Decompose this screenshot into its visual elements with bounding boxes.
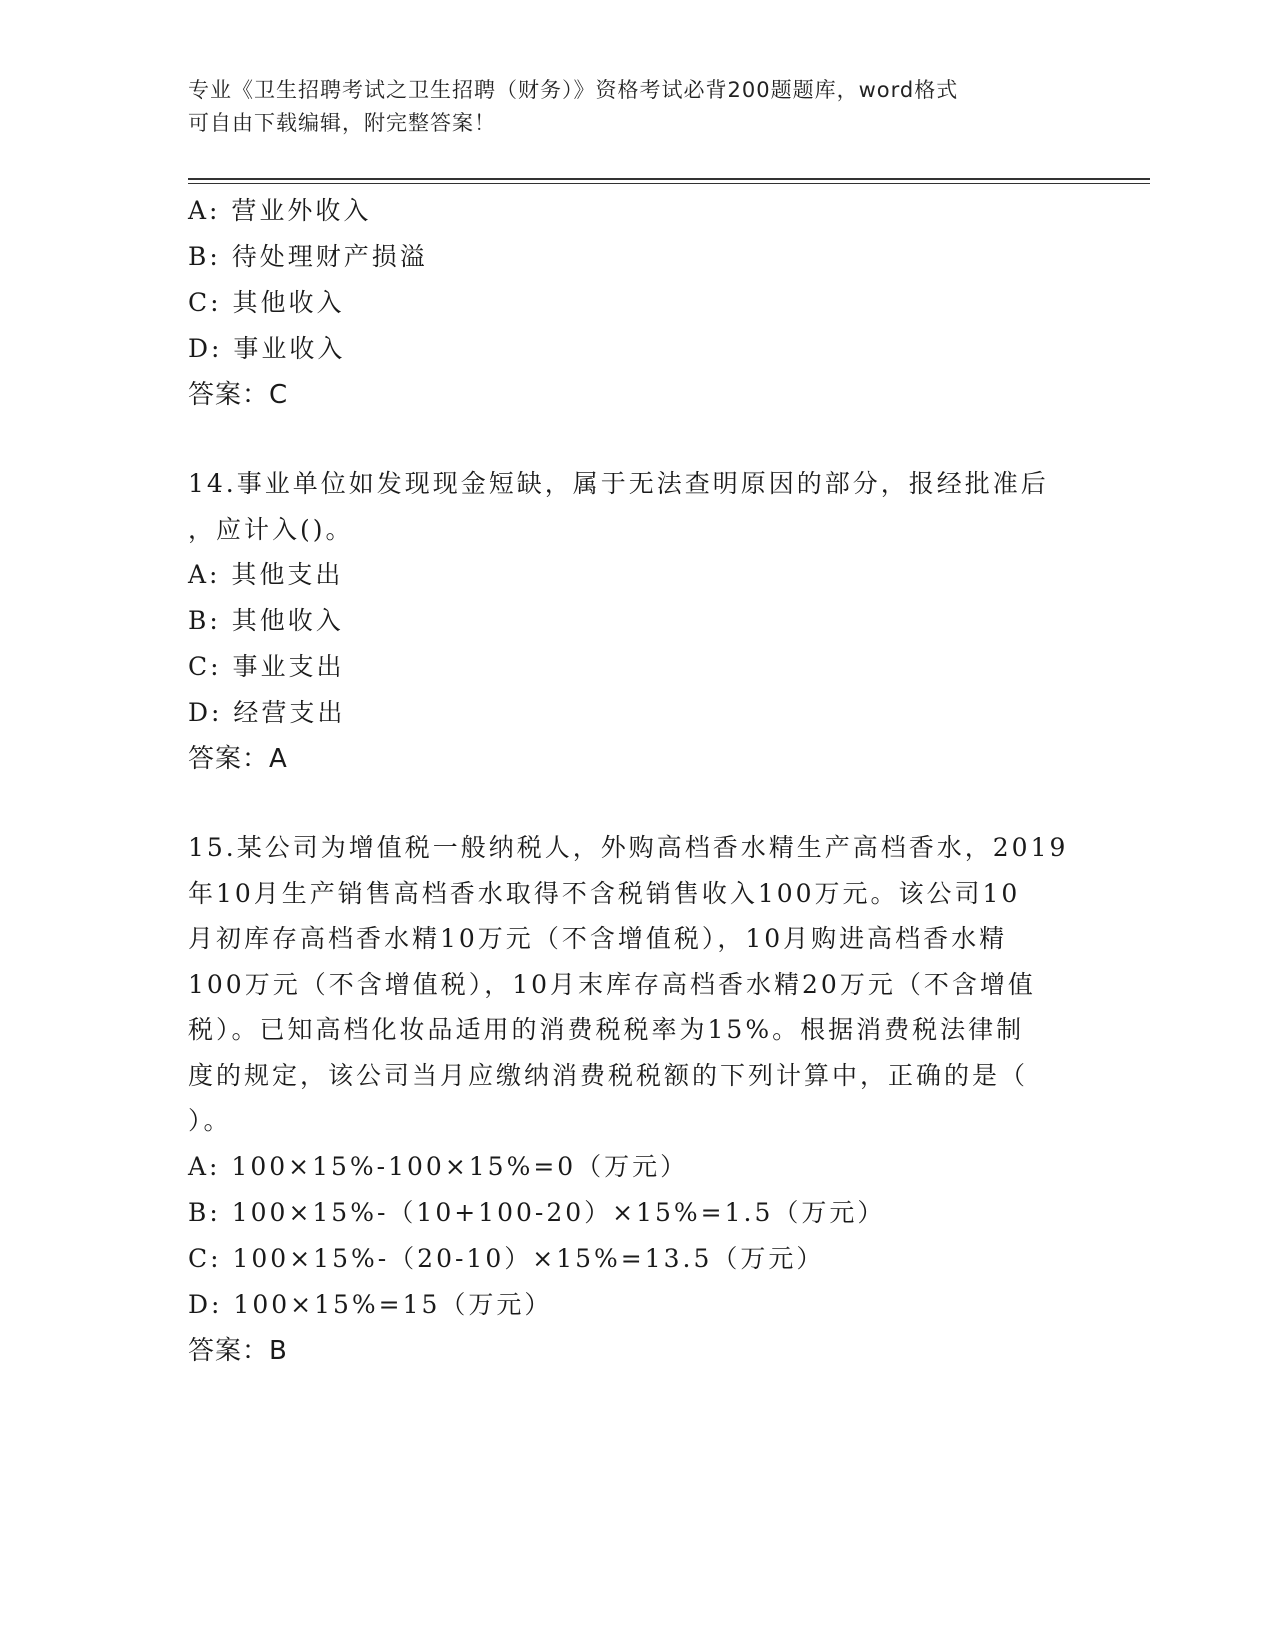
spacer (188, 418, 1088, 461)
option-d: D: 100×15%=15（万元） (188, 1289, 553, 1319)
question-text-line: ，应计入()。 (188, 514, 354, 544)
answer: 答案：C (188, 380, 289, 410)
document-header (188, 74, 1068, 140)
question-15 (188, 825, 1088, 1374)
spacer (188, 782, 1088, 825)
option-d: D: 经营支出 (188, 698, 346, 727)
header-divider (188, 178, 1150, 184)
header-line-1: 专业《卫生招聘考试之卫生招聘（财务）》资格考试必背200题题库，word格式 (188, 78, 959, 102)
option-c: C: 其他收入 (188, 288, 345, 317)
question-text-line: ）。 (188, 1106, 232, 1135)
option-b: B: 待处理财产损溢 (188, 242, 428, 271)
question-text-line: 年10月生产销售高档香水取得不含税销售收入100万元。该公司10 (188, 878, 1021, 908)
question-13 (188, 188, 1088, 418)
option-c: C: 事业支出 (188, 652, 345, 681)
option-b: B: 100×15%-（10+100-20）×15%=1.5（万元） (188, 1197, 886, 1227)
question-text-line: 度的规定，该公司当月应缴纳消费税税额的下列计算中，正确的是（ (188, 1060, 1029, 1090)
question-text-line: 税）。已知高档化妆品适用的消费税税率为15%。根据消费税法律制 (188, 1015, 1025, 1044)
option-a: A: 其他支出 (188, 560, 344, 589)
option-b: B: 其他收入 (188, 606, 344, 635)
header-line-2: 可自由下载编辑，附完整答案！ (188, 111, 496, 135)
document-body (188, 188, 1088, 1374)
question-text-line: 100万元（不含增值税），10月末库存高档香水精20万元（不含增值 (188, 969, 1036, 999)
answer: 答案：B (188, 1335, 288, 1366)
option-c: C: 100×15%-（20-10）×15%=13.5（万元） (188, 1243, 825, 1273)
option-a: A: 营业外收入 (188, 196, 372, 225)
option-a: A: 100×15%-100×15%=0（万元） (188, 1151, 689, 1181)
question-text-line: 月初库存高档香水精10万元（不含增值税），10月购进高档香水精 (188, 924, 1008, 953)
option-d: D: 事业收入 (188, 334, 346, 363)
question-14 (188, 461, 1088, 782)
answer: 答案：A (188, 744, 288, 774)
question-text-line: 15.某公司为增值税一般纳税人，外购高档香水精生产高档香水，2019 (188, 833, 1069, 862)
question-text-line: 14.事业单位如发现现金短缺，属于无法查明原因的部分，报经批准后 (188, 469, 1049, 498)
